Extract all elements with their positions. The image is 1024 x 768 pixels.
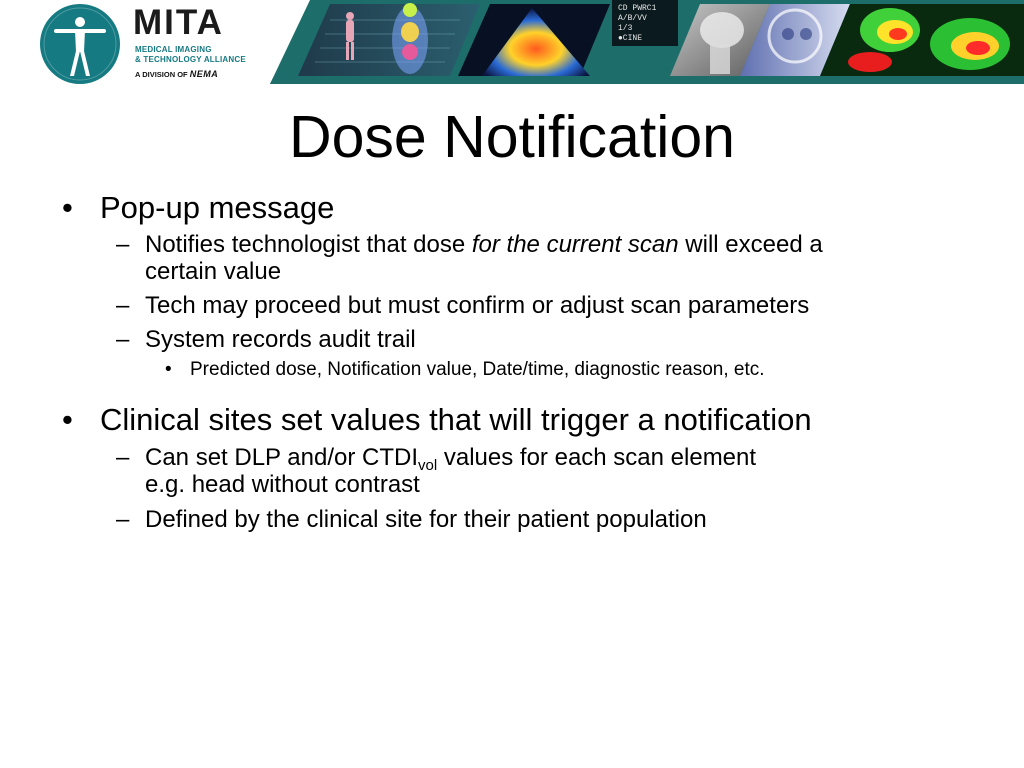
- header-banner: [0, 0, 1024, 84]
- sub-bullet-text: [145, 444, 756, 498]
- logo-subtitle-line1: MEDICAL IMAGING: [135, 45, 212, 54]
- slide-title: Dose Notification: [289, 104, 735, 170]
- dash-marker: –: [116, 326, 130, 353]
- strip-overlay-line2: A/B/VV: [618, 14, 647, 23]
- strip-overlay-line3: 1/3: [618, 24, 633, 33]
- medical-images-strip: [270, 0, 1024, 84]
- logo-subtitle-line2: & TECHNOLOGY ALLIANCE: [135, 55, 246, 64]
- division-prefix: A DIVISION OF: [135, 70, 188, 79]
- logo-subtitle: [135, 45, 246, 65]
- dash-marker: –: [116, 231, 130, 258]
- text-run: will exceed a: [678, 231, 823, 258]
- sub-bullet-text: Defined by the clinical site for their patient population: [145, 506, 707, 533]
- bullet-marker: •: [165, 359, 172, 380]
- sub-bullet-text: System records audit trail: [145, 326, 416, 353]
- dash-marker: –: [116, 444, 130, 471]
- subscript: vol: [418, 457, 438, 474]
- vitruvian-figure-icon: [40, 4, 120, 84]
- dash-marker: –: [116, 292, 130, 319]
- division-label: [135, 70, 218, 79]
- sub-sub-bullet-text: Predicted dose, Notification value, Date/time, diagnostic reason, etc.: [190, 359, 765, 380]
- text-run: values for each scan element: [437, 444, 757, 471]
- mita-logo: [0, 0, 300, 84]
- bullet-marker: •: [62, 402, 73, 437]
- text-run: certain value: [145, 258, 282, 285]
- text-run: e.g. head without contrast: [145, 471, 420, 498]
- sub-bullet-text: [145, 231, 823, 285]
- italic-emphasis: for the current scan: [471, 231, 679, 258]
- bullet-text: Pop-up message: [100, 190, 335, 225]
- strip-overlay-line1: CD PWRC1: [618, 4, 657, 13]
- bullet-marker: •: [62, 190, 73, 225]
- sub-bullet-text: Tech may proceed but must confirm or adjust scan parameters: [145, 292, 810, 319]
- strip-overlay-line4: ●CINE: [618, 34, 643, 43]
- division-name: NEMA: [189, 69, 219, 79]
- text-run: Can set DLP and/or CTDI: [145, 444, 419, 471]
- dash-marker: –: [116, 506, 130, 533]
- bullet-text: Clinical sites set values that will trigger a notification: [100, 402, 812, 437]
- logo-wordmark: MITA: [133, 3, 224, 42]
- text-run: Notifies technologist that dose: [145, 231, 472, 258]
